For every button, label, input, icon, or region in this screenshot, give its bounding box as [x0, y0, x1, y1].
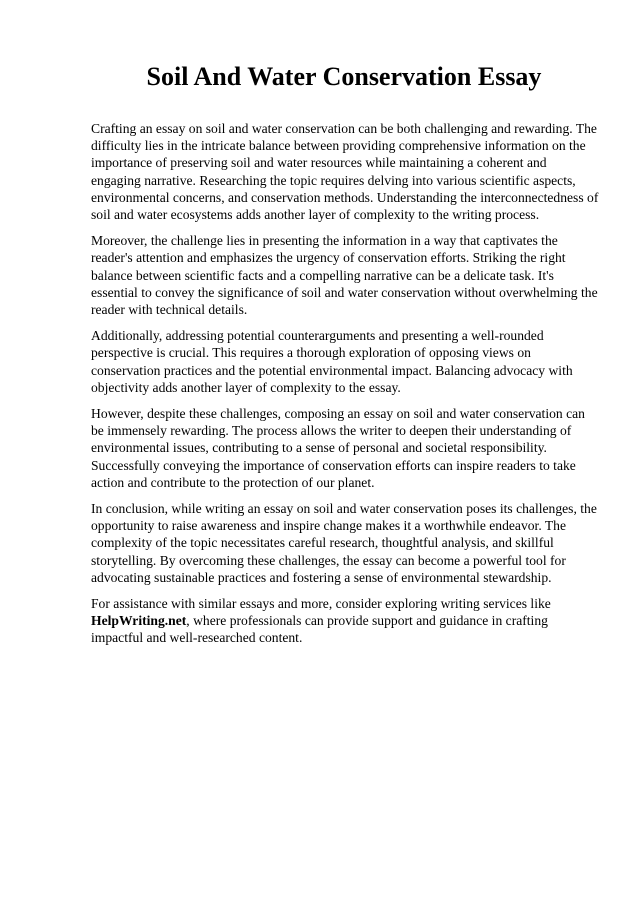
paragraph-3: Additionally, addressing potential counterarguments and presenting a well-rounded perspective is crucial. This requires a thorough exploration of opposing views on conservation practices and the potential environmental impact. Balancing advocacy with objectivity adds another layer of complexity to the essay. — [91, 328, 573, 395]
document-body — [91, 120, 599, 656]
helpwriting-brand-link[interactable]: HelpWriting.net — [91, 613, 187, 629]
paragraph-4: However, despite these challenges, composing an essay on soil and water conservation can be immensely rewarding. The process allows the writer to deepen their understanding of environmental issues, contributing to a sense of personal and societal responsibility. Successfully conveying the importance of conservation efforts can inspire readers to take action and contribute to the protection of our planet. — [91, 406, 585, 490]
closing-paragraph — [91, 595, 599, 647]
document-title: Soil And Water Conservation Essay — [146, 62, 542, 91]
paragraph-2: Moreover, the challenge lies in presenting the information in a way that captivates the reader's attention and emphasizes the urgency of conservation efforts. Striking the right balance between scientific facts and a compelling narrative can be a delicate task. It's essential to convey the significance of soil and water conservation without overwhelming the reader with technical details. — [91, 233, 598, 318]
paragraph-1: Crafting an essay on soil and water conservation can be both challenging and rewarding. The difficulty lies in the intricate balance between providing comprehensive information on the importance of preserving soil and water resources while maintaining a coherent and engaging narrative. Researching the topic requires delving into various scientific aspects, environmental concerns, and conservation methods. Understanding the interconnectedness of soil and water ecosystems adds another layer of complexity to the writing process. — [91, 121, 599, 223]
paragraph-5: In conclusion, while writing an essay on soil and water conservation poses its challenges, the opportunity to raise awareness and inspire change makes it a worthwhile endeavor. The complexity of the topic necessitates careful research, thoughtful analysis, and skillful storytelling. By overcoming these challenges, the essay can become a powerful tool for advocating sustainable practices and fostering a sense of environmental stewardship. — [91, 501, 597, 585]
closing-text-after: , where professionals can provide support and guidance in crafting impactful and well-researched content. — [91, 613, 548, 646]
closing-text-before: For assistance with similar essays and more, consider exploring writing services like — [91, 596, 551, 612]
